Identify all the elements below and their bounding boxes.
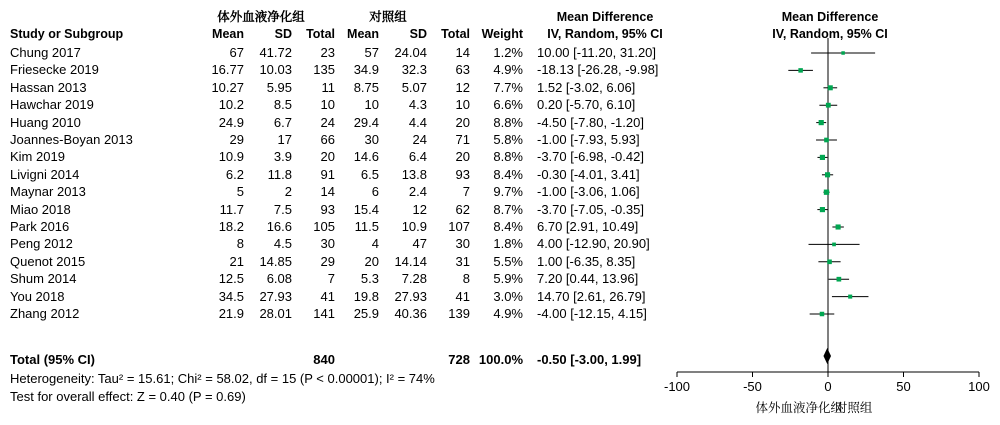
total2-header: Total: [441, 27, 470, 41]
study-name: Chung 2017: [10, 45, 81, 60]
total1-cell: 24: [320, 114, 335, 130]
axis-label-left: 体外血液净化组: [755, 400, 844, 415]
mean1-cell: 8: [236, 236, 244, 252]
effect-square: [824, 138, 829, 143]
mean2-cell: 25.9: [353, 306, 379, 321]
mean1-cell: 21.9: [218, 306, 244, 321]
sd2-cell: 12: [412, 201, 427, 217]
study-name: Park 2016: [10, 219, 70, 234]
sd1-cell: 27.93: [259, 288, 292, 304]
sd2-cell: 4.3: [408, 97, 427, 113]
effect-square: [837, 277, 842, 282]
mean1-cell: 10.9: [218, 149, 244, 165]
total1-cell: 23: [320, 45, 335, 60]
weight-cell: 8.8%: [493, 149, 523, 165]
ci-cell: -4.50 [-7.80, -1.20]: [537, 114, 644, 130]
ci-cell: 6.70 [2.91, 10.49]: [537, 219, 639, 234]
sd2-cell: 7.28: [401, 271, 427, 287]
total1-cell: 10: [320, 97, 335, 113]
study-name: Kim 2019: [10, 149, 65, 165]
total-label: Total (95% CI): [10, 352, 95, 367]
weight-cell: 1.8%: [493, 236, 523, 252]
total2-cell: 12: [455, 79, 470, 95]
study-name: Friesecke 2019: [10, 62, 99, 78]
x-tick-label: 100: [968, 379, 990, 394]
mean1-cell: 10.27: [211, 79, 244, 95]
ci-cell: 4.00 [-12.90, 20.90]: [537, 236, 650, 252]
effect-square: [820, 155, 825, 160]
sd1-cell: 41.72: [259, 45, 292, 60]
total2-cell: 8: [462, 271, 470, 287]
mean2-cell: 10: [364, 97, 379, 113]
total1-cell: 66: [320, 132, 335, 147]
mean1-cell: 12.5: [218, 271, 244, 287]
plot-subtitle: IV, Random, 95% CI: [772, 27, 888, 41]
study-name: Huang 2010: [10, 114, 81, 130]
x-tick-label: -100: [663, 379, 691, 394]
total-n1: 840: [313, 352, 335, 367]
overall-effect-text: Test for overall effect: Z = 0.40 (P = 0.69): [10, 389, 246, 404]
total1-cell: 135: [313, 62, 335, 78]
mean2-cell: 15.4: [353, 201, 379, 217]
effect-square: [819, 120, 824, 125]
total2-cell: 20: [455, 114, 470, 130]
ci-cell: -1.00 [-7.93, 5.93]: [537, 132, 640, 147]
mean1-cell: 29: [229, 132, 244, 147]
sd2-cell: 40.36: [394, 306, 427, 321]
ci-cell: 1.52 [-3.02, 6.06]: [537, 79, 636, 95]
sd2-cell: 24: [412, 132, 427, 147]
ci-cell: -18.13 [-26.28, -9.98]: [537, 62, 659, 78]
sd2-cell: 4.4: [408, 114, 427, 130]
weight-cell: 8.8%: [493, 114, 523, 130]
x-tick-label: -50: [743, 379, 762, 394]
sd2-cell: 10.9: [401, 219, 427, 234]
mean2-header: Mean: [347, 27, 379, 41]
effect-square: [820, 312, 824, 316]
study-name: Hawchar 2019: [10, 97, 94, 113]
mean2-cell: 4: [371, 236, 379, 252]
study-name: Maynar 2013: [10, 184, 86, 200]
mean2-cell: 6: [371, 184, 379, 200]
ci-cell: -4.00 [-12.15, 4.15]: [537, 306, 647, 321]
group-exp-header: 体外血液净化组: [217, 10, 305, 24]
sd2-cell: 47: [412, 236, 427, 252]
total2-cell: 71: [455, 132, 470, 147]
ci-cell: -3.70 [-7.05, -0.35]: [537, 201, 644, 217]
total2-cell: 41: [455, 288, 470, 304]
weight-cell: 3.0%: [493, 288, 523, 304]
sd2-cell: 14.14: [394, 253, 427, 269]
group-ctl-header: 对照组: [369, 10, 407, 24]
pooled-diamond: [823, 348, 831, 364]
sd2-cell: 13.8: [401, 166, 427, 182]
heterogeneity-text: Heterogeneity: Tau² = 15.61; Chi² = 58.02, df = 15 (P < 0.00001); I² = 74%: [10, 371, 435, 386]
study-name: Joannes-Boyan 2013: [10, 132, 133, 147]
effect-square: [832, 243, 836, 247]
total1-header: Total: [306, 27, 335, 41]
weight-cell: 1.2%: [493, 45, 523, 60]
study-name: Miao 2018: [10, 201, 71, 217]
mean2-cell: 11.5: [354, 219, 379, 234]
mean1-cell: 21: [229, 253, 244, 269]
sd1-cell: 28.01: [259, 306, 292, 321]
sd2-cell: 5.07: [401, 79, 427, 95]
total2-cell: 7: [462, 184, 470, 200]
mean2-cell: 19.8: [353, 288, 379, 304]
sd2-cell: 32.3: [401, 62, 427, 78]
total2-cell: 62: [455, 201, 470, 217]
sd1-cell: 11.8: [267, 166, 292, 182]
mean1-cell: 18.2: [218, 219, 244, 234]
total2-cell: 93: [455, 166, 470, 182]
ci-cell: 10.00 [-11.20, 31.20]: [537, 45, 657, 60]
total2-cell: 20: [455, 149, 470, 165]
effect-square: [824, 190, 829, 195]
ci-cell: -3.70 [-6.98, -0.42]: [537, 149, 644, 165]
total2-cell: 63: [455, 62, 470, 78]
effect-square: [826, 103, 831, 108]
sd1-cell: 3.9: [273, 149, 292, 165]
effect-square: [827, 259, 832, 264]
sd2-header: SD: [409, 27, 427, 41]
ci-cell: 1.00 [-6.35, 8.35]: [537, 253, 636, 269]
ci-cell: -1.00 [-3.06, 1.06]: [537, 184, 640, 200]
weight-cell: 5.8%: [493, 132, 523, 147]
sd1-cell: 6.08: [266, 271, 292, 287]
sd2-cell: 6.4: [408, 149, 427, 165]
sd1-header: SD: [274, 27, 292, 41]
sd1-cell: 6.7: [273, 114, 292, 130]
total2-cell: 139: [448, 306, 470, 321]
effect-square: [820, 207, 825, 212]
total1-cell: 93: [320, 201, 335, 217]
axis-label-right: 对照组: [834, 400, 873, 415]
study-name: Shum 2014: [10, 271, 77, 287]
effect-square: [825, 172, 830, 177]
sd1-cell: 2: [284, 184, 292, 200]
study-name: Zhang 2012: [10, 306, 80, 321]
x-tick-label: 50: [896, 379, 911, 394]
total1-cell: 29: [320, 253, 335, 269]
effect-square: [836, 224, 841, 229]
effect-square: [798, 68, 802, 72]
md-column-title: Mean Difference: [556, 10, 654, 24]
study-name: Livigni 2014: [10, 166, 80, 182]
study-column-header: Study or Subgroup: [10, 27, 124, 41]
ci-cell: 7.20 [0.44, 13.96]: [537, 271, 639, 287]
study-name: Quenot 2015: [10, 253, 86, 269]
ci-cell: -0.30 [-4.01, 3.41]: [537, 166, 640, 182]
sd1-cell: 4.5: [273, 236, 292, 252]
mean1-cell: 34.5: [218, 288, 244, 304]
study-name: Hassan 2013: [10, 79, 87, 95]
mean1-cell: 6.2: [225, 166, 244, 182]
total1-cell: 20: [320, 149, 335, 165]
mean2-cell: 29.4: [353, 114, 379, 130]
sd1-cell: 17: [277, 132, 292, 147]
total1-cell: 11: [321, 79, 335, 95]
weight-cell: 8.7%: [493, 201, 523, 217]
sd1-cell: 16.6: [266, 219, 292, 234]
mean2-cell: 34.9: [353, 62, 379, 78]
weight-header: Weight: [481, 27, 523, 41]
effect-square: [848, 295, 852, 299]
effect-square: [828, 85, 833, 90]
total-n2: 728: [448, 352, 470, 367]
total1-cell: 91: [320, 166, 335, 182]
mean2-cell: 57: [364, 45, 379, 60]
sd2-cell: 2.4: [408, 184, 427, 200]
mean1-header: Mean: [212, 27, 244, 41]
total1-cell: 14: [320, 184, 335, 200]
md-column-subtitle: IV, Random, 95% CI: [547, 27, 663, 41]
sd1-cell: 10.03: [259, 62, 292, 78]
weight-cell: 6.6%: [493, 97, 523, 113]
mean1-cell: 67: [229, 45, 244, 60]
total1-cell: 30: [320, 236, 335, 252]
mean1-cell: 10.2: [218, 97, 244, 113]
x-tick-label: 0: [824, 379, 832, 394]
weight-cell: 8.4%: [493, 219, 523, 234]
weight-cell: 7.7%: [493, 79, 523, 95]
total2-cell: 31: [455, 253, 470, 269]
total1-cell: 105: [313, 219, 335, 234]
mean1-cell: 11.7: [219, 201, 244, 217]
sd1-cell: 7.5: [273, 201, 292, 217]
sd2-cell: 24.04: [394, 45, 427, 60]
ci-cell: 14.70 [2.61, 26.79]: [537, 288, 646, 304]
sd1-cell: 5.95: [266, 79, 292, 95]
sd1-cell: 14.85: [259, 253, 292, 269]
effect-square: [841, 51, 844, 54]
study-name: Peng 2012: [10, 236, 73, 252]
mean2-cell: 30: [364, 132, 379, 147]
mean2-cell: 6.5: [360, 166, 379, 182]
total1-cell: 7: [327, 271, 335, 287]
mean1-cell: 24.9: [218, 114, 244, 130]
study-name: You 2018: [10, 288, 65, 304]
sd2-cell: 27.93: [394, 288, 427, 304]
mean1-cell: 16.77: [211, 62, 244, 78]
total-weight: 100.0%: [478, 352, 523, 367]
sd1-cell: 8.5: [273, 97, 292, 113]
total2-cell: 10: [455, 97, 470, 113]
total2-cell: 107: [448, 219, 470, 234]
total-ci: -0.50 [-3.00, 1.99]: [537, 352, 642, 367]
weight-cell: 9.7%: [493, 184, 523, 200]
weight-cell: 5.9%: [493, 271, 523, 287]
ci-cell: 0.20 [-5.70, 6.10]: [537, 97, 636, 113]
plot-title: Mean Difference: [781, 10, 879, 24]
total2-cell: 30: [455, 236, 470, 252]
mean2-cell: 14.6: [353, 149, 379, 165]
total1-cell: 41: [320, 288, 335, 304]
mean2-cell: 8.75: [353, 79, 379, 95]
weight-cell: 4.9%: [493, 306, 523, 321]
mean2-cell: 20: [364, 253, 379, 269]
weight-cell: 8.4%: [493, 166, 523, 182]
total2-cell: 14: [455, 45, 470, 60]
mean1-cell: 5: [236, 184, 244, 200]
weight-cell: 4.9%: [493, 62, 523, 78]
mean2-cell: 5.3: [360, 271, 379, 287]
weight-cell: 5.5%: [493, 253, 523, 269]
total1-cell: 141: [313, 306, 335, 321]
